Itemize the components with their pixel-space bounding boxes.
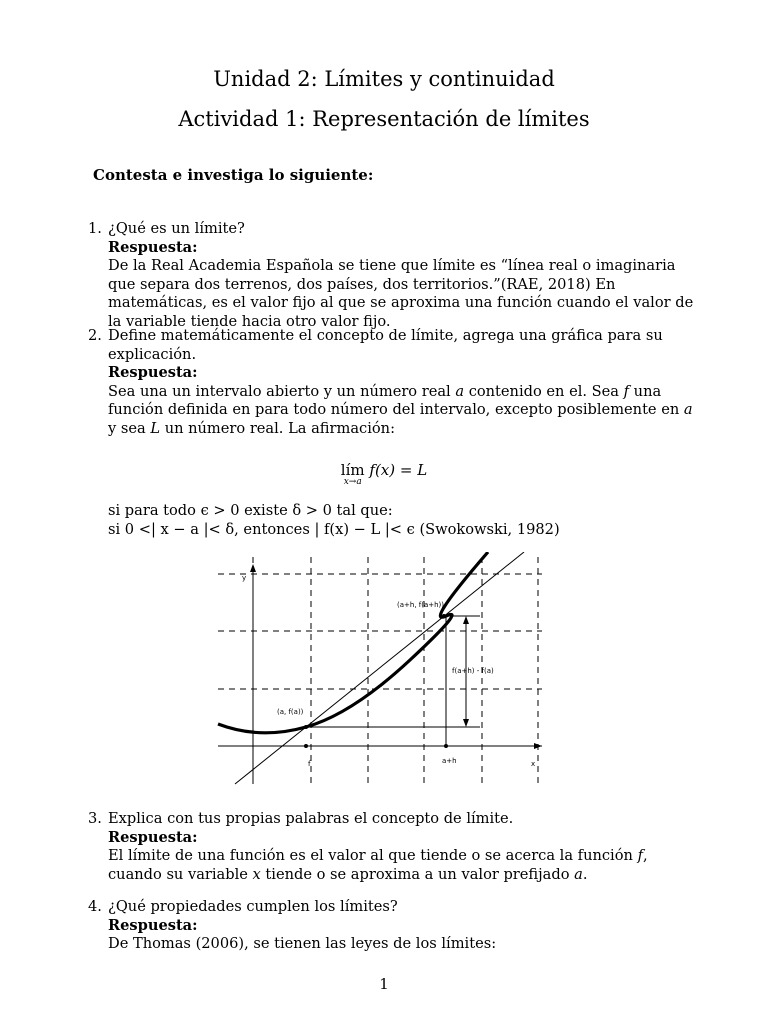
limit-expression: f(x) = L: [369, 461, 428, 479]
response-label: Respuesta:: [108, 828, 198, 846]
response-label: Respuesta:: [108, 238, 198, 256]
limit-conditions: [88, 502, 700, 539]
difference-label: f(a+h) - f(a): [452, 667, 494, 675]
tick-a-label: f: [308, 760, 311, 768]
question-number: 4.: [88, 898, 102, 915]
condition-line-1: si para todo ϵ > 0 existe δ > 0 tal que:: [108, 502, 393, 519]
question-number: 1.: [88, 220, 102, 237]
limit-formula: [0, 461, 768, 487]
question-text: Explica con tus propias palabras el concepto de límite.: [108, 810, 514, 827]
question-text: ¿Qué propiedades cumplen los límites?: [108, 898, 398, 915]
x-axis-label: x: [531, 760, 536, 768]
question-4: [88, 898, 700, 954]
question-text: ¿Qué es un límite?: [108, 220, 245, 237]
activity-title: Actividad 1: Representación de límites: [178, 107, 590, 131]
tick-a-dot: [304, 744, 308, 748]
y-axis-label: y: [242, 574, 247, 582]
limit-subscript: x→a: [343, 477, 362, 487]
question-text: Define matemáticamente el concepto de límite, agrega una gráfica para su explicación.: [108, 327, 663, 363]
question-1: [88, 220, 700, 331]
point-a-plus-h-label: (a+h, f(a+h)): [397, 601, 445, 609]
tick-a-plus-h-dot: [444, 744, 448, 748]
answer-text: De Thomas (2006), se tienen las leyes de los límites:: [108, 935, 497, 952]
response-label: Respuesta:: [108, 364, 198, 381]
difference-arrow-bottom: [463, 719, 469, 727]
question-3: [88, 810, 700, 884]
question-number: 2.: [88, 327, 102, 344]
answer-text: De la Real Academia Española se tiene que límite es “línea real o imaginaria que separa dos terrenos, dos países, dos territorios.”(RAE, 2018) En matemáticas, es el valor fijo al que se aproxima una función cuando el valor de la variable tiende hacia otro valor fijo.: [108, 257, 694, 330]
y-axis-arrow: [250, 564, 256, 572]
point-a-label: (a, f(a)): [277, 708, 304, 716]
condition-line-2: si 0 <| x − a |< δ, entonces | f(x) − L |< ϵ (Swokowski, 1982): [108, 520, 560, 538]
answer-text: El límite de una función es el valor al que tiende o se acerca la función f, cuando su variable x tiende o se aproxima a un valor prefijado a.: [108, 847, 648, 883]
limit-graph: [210, 552, 550, 788]
point-a: [304, 725, 308, 729]
unit-title: Unidad 2: Límites y continuidad: [213, 67, 555, 91]
instruction: Contesta e investiga lo siguiente:: [93, 166, 374, 184]
function-curve: [218, 552, 488, 733]
difference-arrow-top: [463, 616, 469, 624]
question-2: [88, 327, 700, 438]
question-number: 3.: [88, 810, 102, 827]
point-a-plus-h: [442, 614, 446, 618]
limit-operator: lím x→a: [340, 461, 365, 487]
answer-text: Sea una un intervalo abierto y un número real a contenido en el. Sea f una función definida en para todo número del intervalo, excepto posiblemente en a y sea L un número real. La afirmación:: [108, 382, 693, 437]
response-label: Respuesta:: [108, 916, 198, 934]
page-number: 1: [379, 975, 389, 993]
tick-a-plus-h-label: a+h: [442, 757, 457, 765]
